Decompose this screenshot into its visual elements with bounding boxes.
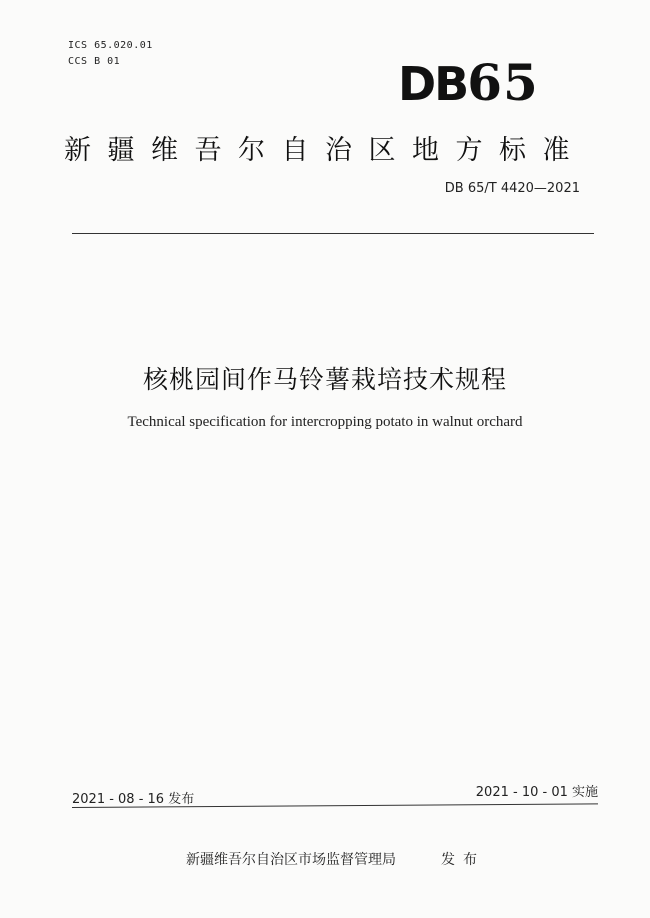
ccs-code: CCS B 01 bbox=[68, 56, 121, 67]
document-title-english: Technical specification for intercropping potato in walnut orchard bbox=[127, 414, 523, 430]
document-title-chinese: 核桃园间作马铃薯栽培技术规程 bbox=[142, 365, 507, 394]
issue-date: 2021 - 08 - 16 发布 bbox=[72, 792, 195, 807]
publisher-name: 新疆维吾尔自治区市场监督管理局 bbox=[186, 852, 396, 868]
db65-logo bbox=[398, 53, 539, 112]
implementation-date: 2021 - 10 - 01 实施 bbox=[475, 785, 598, 800]
issuing-authority-heading: 新疆维吾尔自治区地方标准 bbox=[64, 135, 586, 166]
standard-number: DB 65/T 4420—2021 bbox=[444, 181, 580, 196]
top-divider bbox=[72, 233, 594, 234]
logo-db-text: DB bbox=[398, 57, 468, 111]
logo-number-text: 65 bbox=[467, 53, 539, 112]
publish-label: 发布 bbox=[441, 852, 485, 868]
ics-code: ICS 65.020.01 bbox=[68, 40, 153, 51]
